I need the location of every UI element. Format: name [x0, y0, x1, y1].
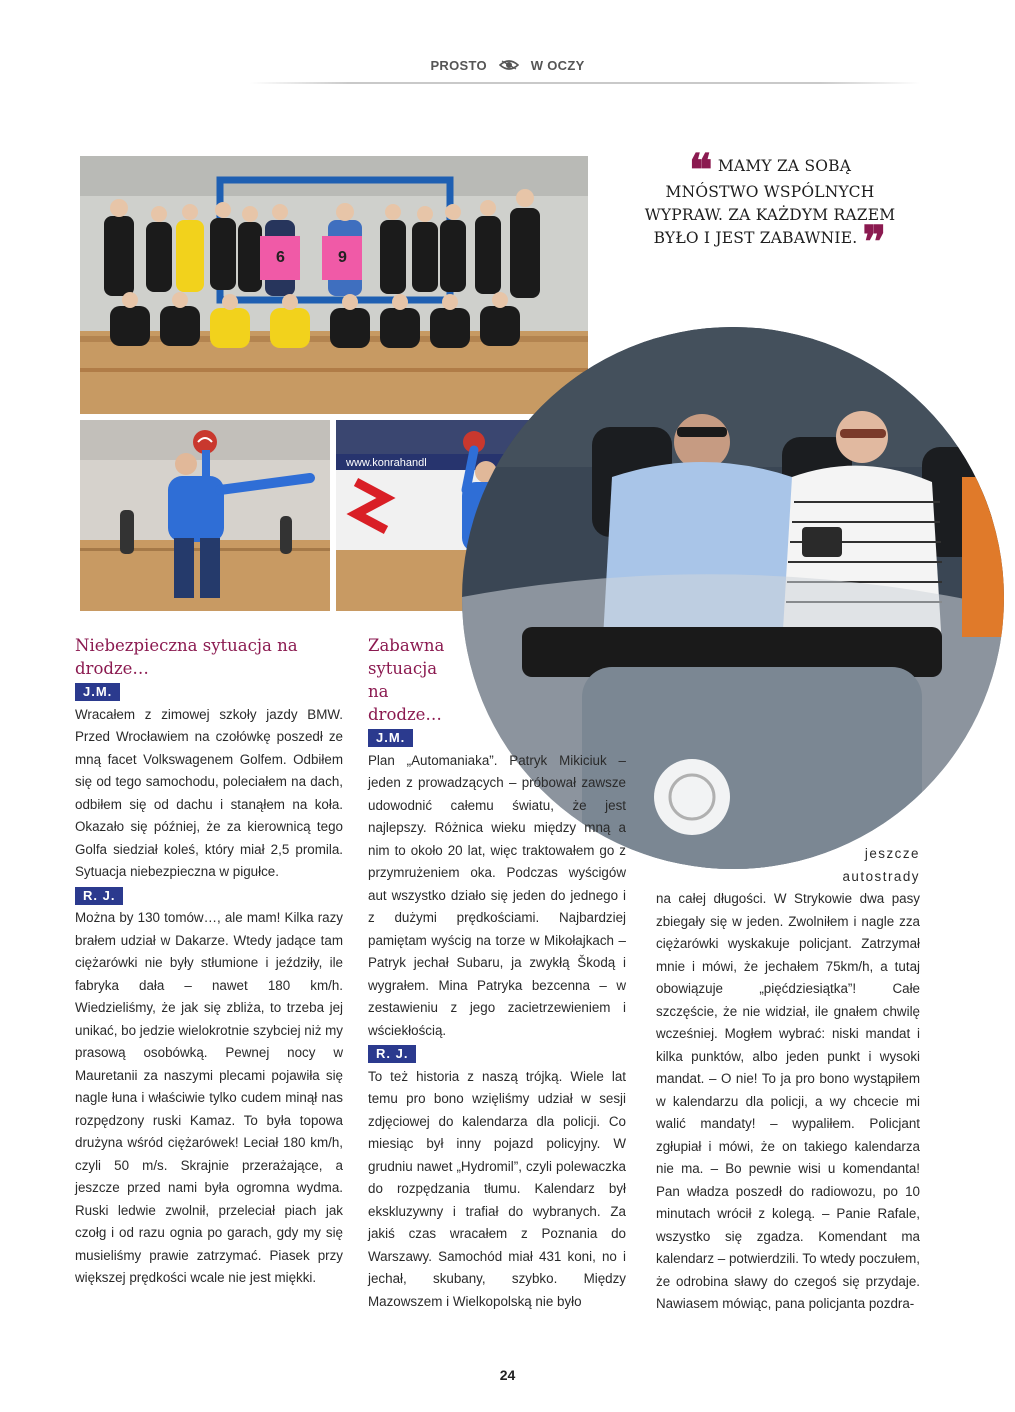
author-tag-jm: J.M. — [75, 683, 120, 701]
column-3-lead-2: autostrady — [842, 868, 920, 884]
author-tag-rj: R. J. — [368, 1045, 416, 1063]
column-1-paragraph-2: Można by 130 tomów…, ale mam! Kilka razy brałem udział w Dakarze. Wtedy jadące tam ciężarówki nie były stłumione i jeździły, ile fabryka dała – nawet 180 km/h. Wiedzieliśmy, że jak się zbliża, to trzeba jej unikać, bo jedzie wielokrotnie szybciej niż my prasową osobówką. Pewnej nocy w Mauretanii za naszymi plecami pojawiła się nagle łuna i właściwie tylko cudem minął nas rozpędzony ruski Kamaz. To była topowa drużyna wśród ciężarówek! Leciał 180 km/h, czyli 50 m/s. Skrajnie przerażające, a jeszcze przed nami była ogromna wydma. Ruski ledwie zwolnił, przeleciał piach jak czołg i od razu ognia po garach, gdy my się musieliśmy prawie zatrzymać. Piasek przy większej prędkości wcale nie jest miękki. — [75, 910, 343, 1285]
jersey-number-right: 9 — [338, 249, 347, 266]
header-rule — [250, 82, 920, 84]
author-tag-rj: R. J. — [75, 887, 123, 905]
close-quote-icon: ❞ — [862, 217, 887, 268]
column-2-paragraph-2: To też historia z naszą trójką. Wiele lat temu pro bono wzięliśmy udział w sesji zdjęciowej do kalendarza dla policji. Co miesiąc był inny pojazd policyjny. W grudniu nawet „Hydromil”, czyli polewaczka do rozpędzania tłumu. Kalendarz był ekskluzywny i trafiał do wybranych. Za jakiś czas wracałem z Poznania do Warszawy. Samochód miał 431 koni, no i jechał, skubany, szybko. Między Mazowszem i Wielkopolską nie było — [368, 1068, 626, 1309]
header-right: W OCZY — [530, 58, 585, 73]
open-quote-icon: ❝ — [688, 145, 713, 196]
column-2 — [368, 634, 626, 1313]
column-1-paragraph-1: Wracałem z zimowej szkoły jazdy BMW. Przed Wrocławiem na czołówkę poszedł ze mną facet Volkswagenem Golfem. Odbiłem się od tego samochodu, poleciałem na dach, odbiłem się od dachu i stanąłem na koła. Okazało się później, że za kierownicą tego Golfa siedział koleś, który miał 2,5 promila. Sytuacja niebezpieczna w pigułce. — [75, 706, 343, 879]
column-1 — [75, 634, 343, 1290]
jersey-number-left: 6 — [276, 249, 285, 266]
header-left: PROSTO — [430, 58, 487, 73]
coach-throwing-photo — [80, 420, 330, 611]
column-2-title: Zabawna sytuacja na drodze… — [368, 636, 445, 724]
pull-quote-text: MAMY ZA SOBĄ MNÓSTWO WSPÓLNYCH WYPRAW. ZA KAŻDYM RAZEM BYŁO I JEST ZABAWNIE. — [644, 157, 896, 247]
page-number: 24 — [499, 1367, 516, 1383]
column-1-title: Niebezpieczna sytuacja na drodze… — [75, 636, 298, 678]
running-header — [0, 58, 1015, 73]
author-tag-jm: J.M. — [368, 729, 413, 747]
eye-logo-icon — [499, 58, 519, 72]
pull-quote — [640, 145, 900, 268]
column-2-paragraph-1: Plan „Automaniaka”. Patryk Mikiciuk – jeden z prowadzących – próbował zawsze udowodnić całemu światu, że jest najlepszy. Różnica wieku między mną a nim to około 20 lat, więc traktowałem go z przymrużeniem oka. Podczas wyścigów aut wszystko działo się jeden do jednego i z dużymi prędkościami. Najbardziej pamiętam wyścig na torze w Mikołajkach – Patryk jechał Subaru, ja zwykłą Škodą i wygrałem. Mina Patryka bezcenna – w zestawieniu z jego zacietrzewieniem i wściekłością. — [368, 752, 626, 1038]
team-photo — [80, 156, 588, 414]
column-3-paragraph-1: na całej długości. W Strykowie dwa pasy zbiegały się w jeden. Zwolniłem i nagle zza ciężarówki wyskakuje policjant. Zatrzymał mnie i mówi, że jechałem 75km/h, a tutaj obowiązuje „pięćdziesiątka”! Całe szczęście, że nie widział, ile gnałem chwilę wcześniej. Mogłem wybrać: niski mandat i kilka punktów, albo jeden punkt i wysoki mandat. – O nie! To ja pro bono wystąpiłem w kalendarzu dla policji, a wy chcecie mi walić mandaty! – wypaliłem. Policjant zgłupiał i mówi, że on takiego kalendarza nie ma. – Bo pewnie wisi u komendanta! Pan władza poszedł do radiowozu, po 10 minutach wrócił z kolegą. – Panie Rafale, wszystko się zgadza. Komendant ma kalendarz – potwierdzili. To wtedy poczułem, że odrobina sławy do czegoś się przydaje. Nawiasem mówiąc, pana policjanta pozdra- — [656, 891, 920, 1311]
banner-url-text: www.konrahandl — [346, 457, 427, 469]
column-3-lead-1: jeszcze — [864, 846, 920, 861]
column-3 — [656, 843, 920, 1316]
